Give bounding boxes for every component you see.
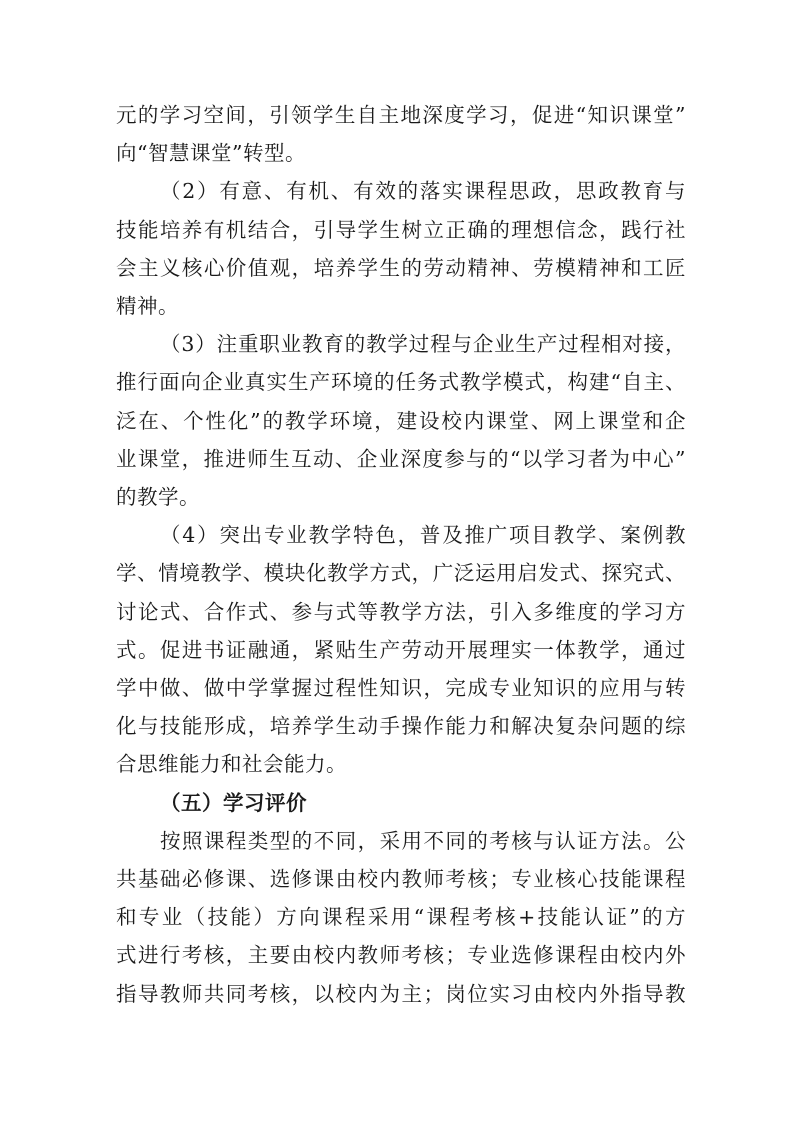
paragraph-4 (116, 516, 686, 783)
paragraph-3 (116, 325, 686, 516)
text-line: 和专业（技能）方向课程采用“课程考核+技能认证”的方 (116, 905, 686, 930)
section-heading: （五）学习评价 (160, 790, 307, 815)
text-line: 会主义核心价值观，培养学生的劳动精神、劳模精神和工匠 (116, 255, 686, 280)
text-line: 式。促进书证融通，紧贴生产劳动开展理实一体教学，通过 (116, 637, 686, 662)
text-line: （2）有意、有机、有效的落实课程思政，思政教育与 (160, 179, 686, 204)
text-line: 技能培养有机结合，引导学生树立正确的理想信念，践行社 (116, 217, 686, 242)
text-line: 式进行考核，主要由校内教师考核；专业选修课程由校内外 (116, 943, 686, 968)
text-line: 泛在、个性化”的教学环境，建设校内课堂、网上课堂和企 (116, 408, 686, 433)
text-line: 学、情境教学、模块化教学方式，广泛运用启发式、探究式、 (116, 561, 686, 586)
body-text (116, 96, 686, 1013)
paragraph-intro (116, 96, 686, 172)
text-line: 指导教师共同考核，以校内为主；岗位实习由校内外指导教 (116, 981, 686, 1006)
text-line: 推行面向企业真实生产环境的任务式教学模式，构建“自主、 (116, 370, 686, 395)
text-line: 业课堂，推进师生互动、企业深度参与的“以学习者为中心” (116, 446, 686, 471)
text-line: （3）注重职业教育的教学过程与企业生产过程相对接， (160, 332, 686, 357)
text-line: 共基础必修课、选修课由校内教师考核；专业核心技能课程 (116, 867, 686, 892)
paragraph-5 (116, 822, 686, 1013)
text-line: 精神。 (116, 294, 179, 319)
text-line: 元的学习空间，引领学生自主地深度学习，促进“知识课堂” (116, 103, 686, 127)
text-line: 讨论式、合作式、参与式等教学方法，引入多维度的学习方 (116, 599, 686, 624)
text-line: 学中做、做中学掌握过程性知识，完成专业知识的应用与转 (116, 676, 686, 701)
text-line: （4）突出专业教学特色，普及推广项目教学、案例教 (160, 523, 686, 548)
paragraph-2 (116, 172, 686, 325)
text-line: 合思维能力和社会能力。 (116, 752, 347, 777)
text-line: 向“智慧课堂”转型。 (116, 141, 306, 166)
text-line: 按照课程类型的不同，采用不同的考核与认证方法。公 (160, 828, 686, 853)
text-line: 的教学。 (116, 485, 200, 510)
text-line: 化与技能形成，培养学生动手操作能力和解决复杂问题的综 (116, 714, 686, 739)
